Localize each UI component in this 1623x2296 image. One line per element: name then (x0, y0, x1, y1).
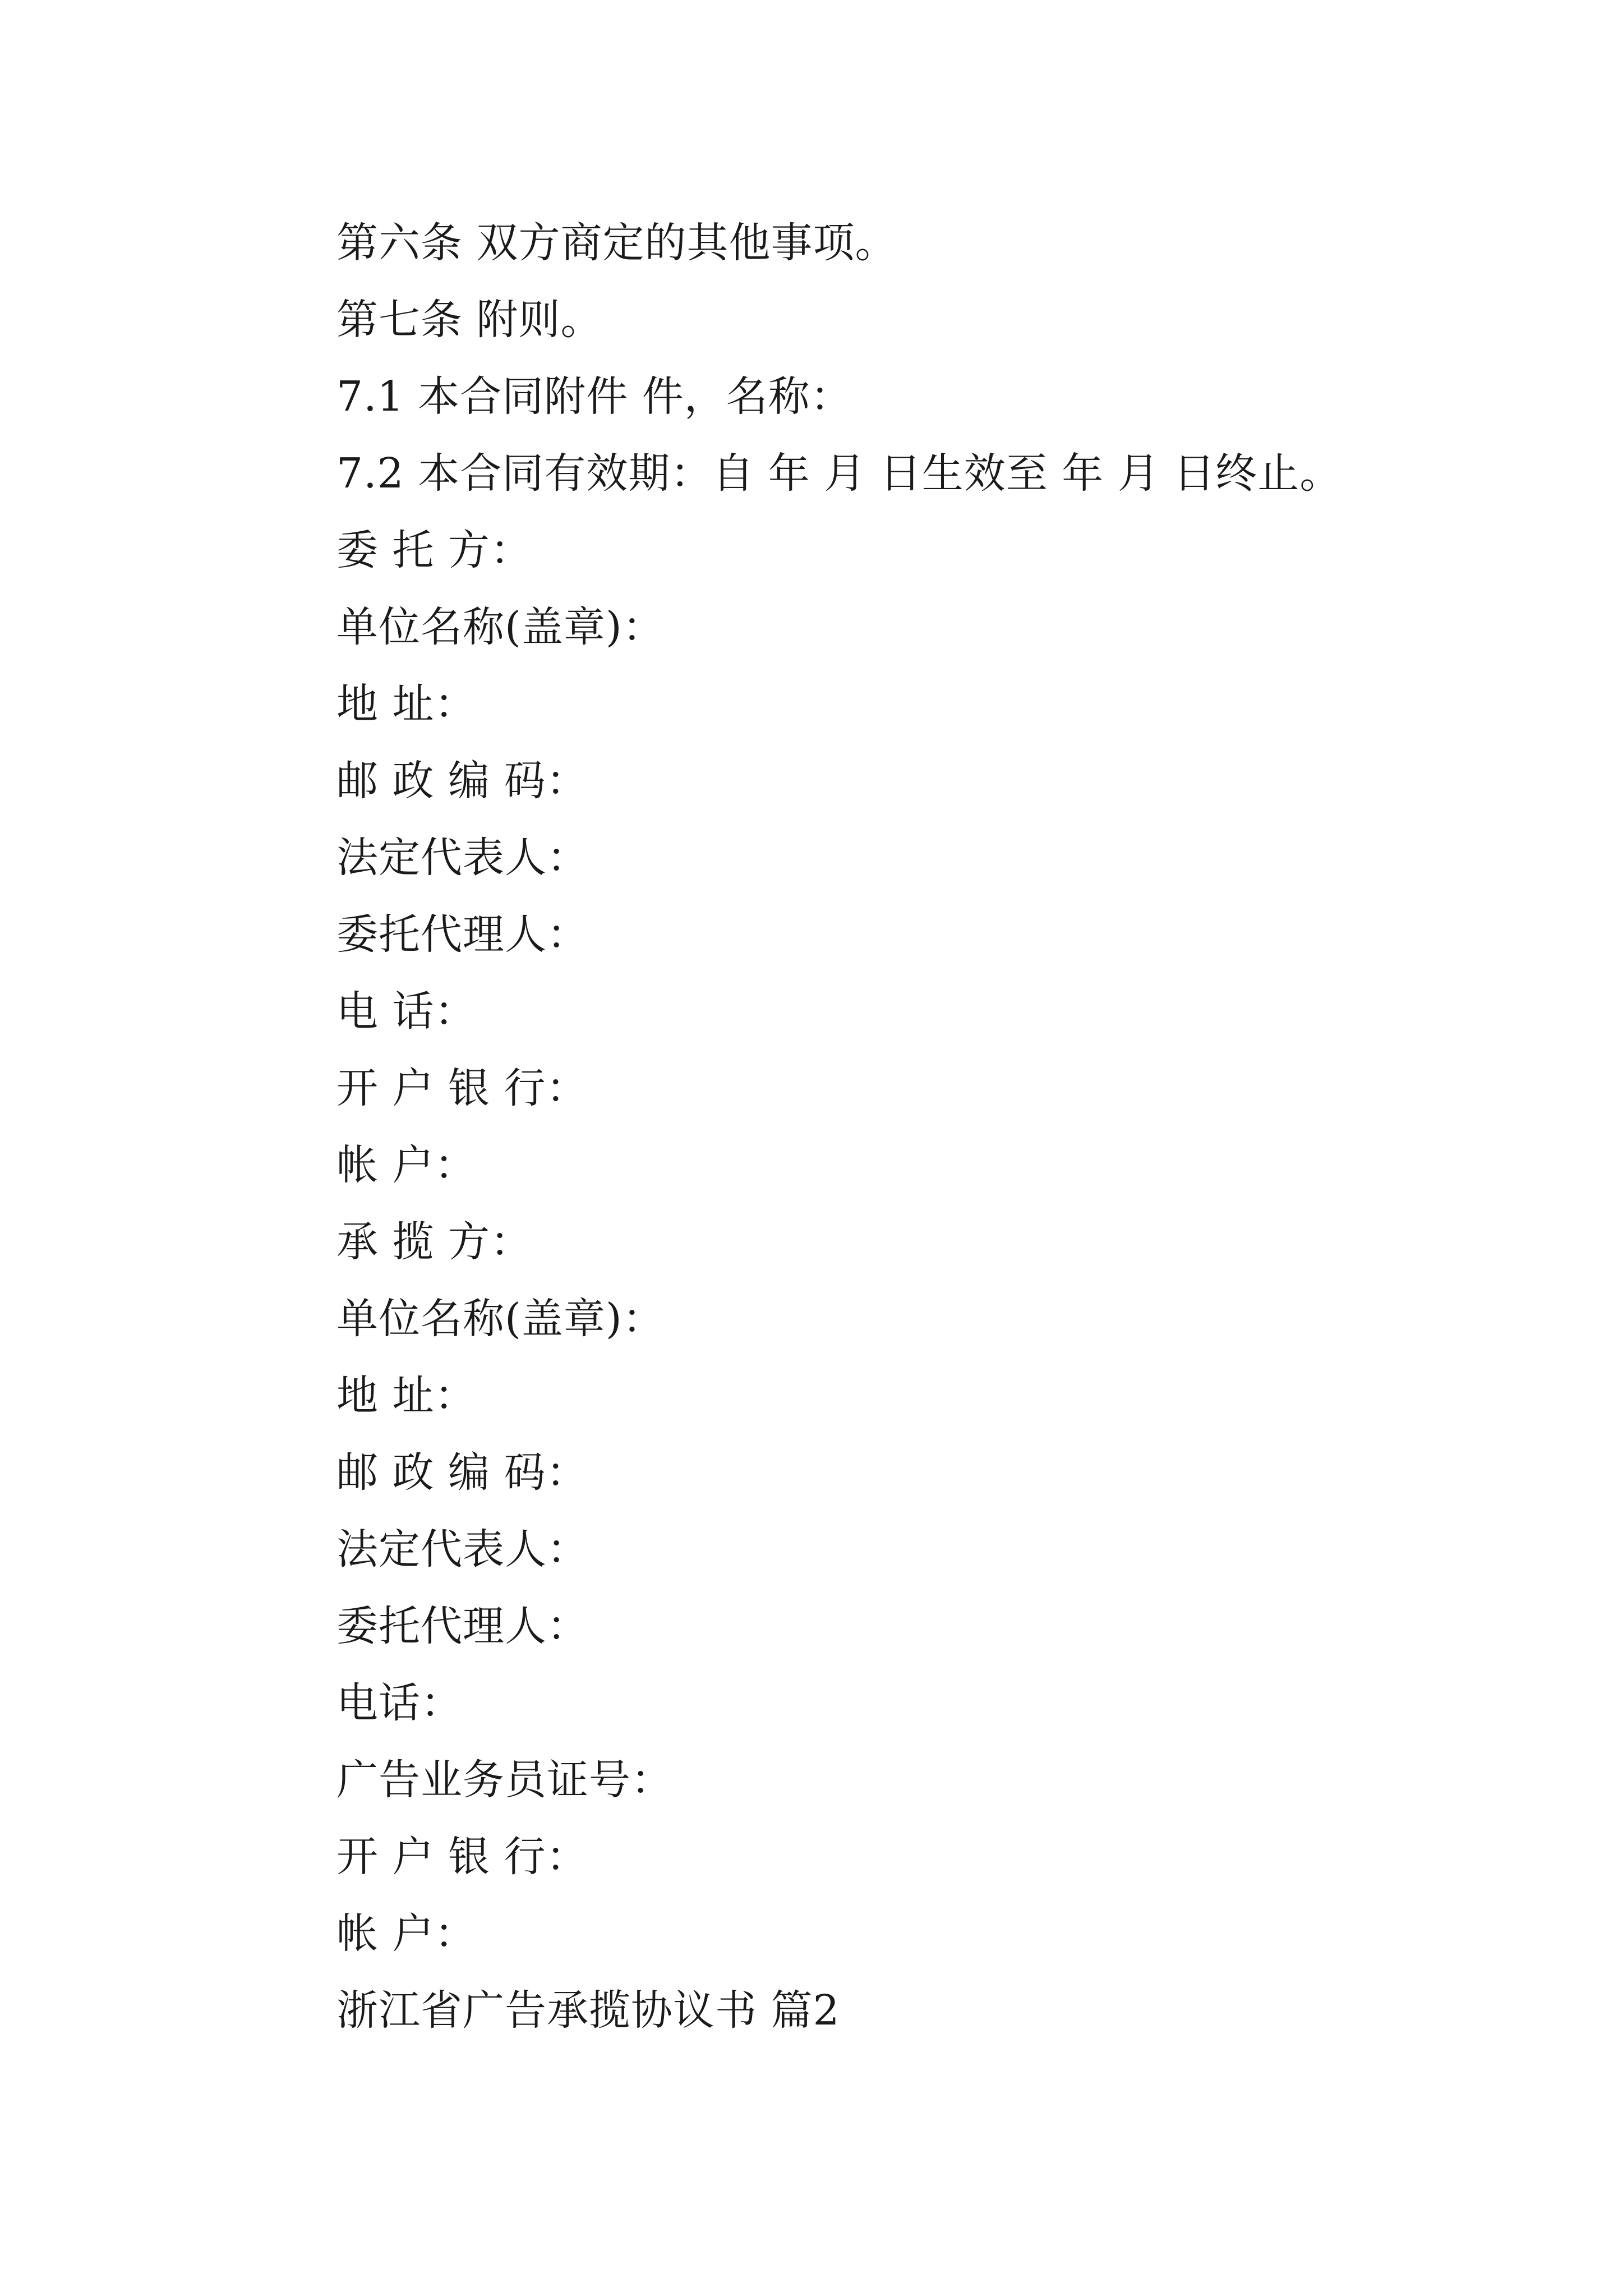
client-phone-label: 电 话： (336, 987, 477, 1036)
client-account-label: 帐 户： (336, 1141, 477, 1189)
contractor-bank-label: 开 户 银 行： (336, 1833, 588, 1881)
article-7-line: 第七条 附则。 (336, 296, 603, 344)
contractor-party-label: 承 揽 方： (336, 1218, 533, 1266)
contractor-postcode-label: 邮 政 编 码： (336, 1448, 588, 1497)
contractor-unit-name-label: 单位名称(盖章)： (336, 1295, 665, 1343)
client-address-label: 地 址： (336, 680, 477, 728)
document-body (336, 205, 1570, 2049)
contractor-account-label: 帐 户： (336, 1910, 477, 1958)
contractor-agent-label: 委托代理人： (336, 1602, 589, 1650)
clause-7-2-line: 7.2 本合同有效期：自 年 月 日生效至 年 月 日终止。 (336, 449, 1342, 498)
client-legal-rep-label: 法定代表人： (336, 834, 589, 882)
client-bank-label: 开 户 银 行： (336, 1064, 588, 1112)
next-section-heading: 浙江省广告承揽协议书 篇2 (336, 1986, 840, 2035)
client-party-label: 委 托 方： (336, 526, 533, 574)
clause-7-1-line: 7.1 本合同附件 件，名称： (336, 372, 852, 421)
client-postcode-label: 邮 政 编 码： (336, 757, 588, 805)
client-unit-name-label: 单位名称(盖章)： (336, 603, 665, 651)
ad-staff-cert-label: 广告业务员证号： (336, 1756, 673, 1804)
contractor-address-label: 地 址： (336, 1372, 477, 1420)
contractor-phone-label: 电话： (336, 1679, 463, 1727)
contractor-legal-rep-label: 法定代表人： (336, 1525, 589, 1573)
client-agent-label: 委托代理人： (336, 910, 589, 959)
article-6-line: 第六条 双方商定的其他事项。 (336, 219, 897, 267)
